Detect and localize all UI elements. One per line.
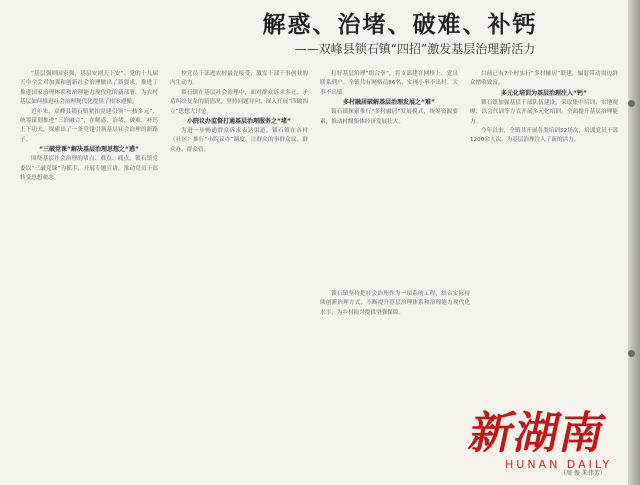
binding-dot-icon	[628, 100, 635, 107]
paragraph: 目前已有7个村实行“多村融居”联建，辐射带动周边群众增收致富。	[470, 71, 618, 87]
section-heading: 多元化培训为基层治理注入“钙”	[501, 89, 587, 97]
section-heading: “三破党课”解决基层治理思想之“惑”	[39, 146, 139, 154]
paragraph: 今年以来，全镇共开展各类培训32场次，培训党员干部1200余人次，为基层治理注入了新的活力。	[470, 128, 618, 144]
page-edge	[628, 0, 640, 485]
article-column-5	[320, 290, 470, 480]
subheadline: ——双峰县锁石镇“四招”激发基层治理新活力	[294, 42, 536, 56]
binding-dot-icon	[628, 350, 635, 357]
paragraph: 为进一步畅通群众诉求表达渠道，锁石镇在各村（社区）推行“小院议办”制度，让群众的事群众议、群众办、群众管。	[170, 128, 308, 153]
paragraph: 围绕基层社会治理的堵点、难点、痛点，锁石镇党委以“三破党课”为抓手，开展专题宣讲，推动党员干部转变思想观念。	[20, 156, 158, 182]
section-heading: 小院议办监督打通基层治理服务之“堵”	[187, 118, 291, 126]
paragraph: 锁石镇探索推行“多村融居”发展模式，统筹资源要素，推动村级集体经济发展壮大。	[320, 109, 458, 125]
paragraph: 控党员干部进农村最先接受，激发干部干事创业的内生动力。	[170, 71, 308, 87]
paragraph: 锁石镇在基层社会治理中，面对群众诉求多元、矛盾纠纷复杂的新情况，坚持问题导向，深入开展“四破四立”思想大讨论。	[170, 89, 308, 115]
headline: 解惑、治堵、破难、补钙	[262, 11, 538, 38]
article-column-4	[470, 70, 618, 400]
paragraph: 打好基层治理“组合拳”，将支部建在网格上，党员联系到户。全镇共有网格员86名，实现小事不出村、大事不出镇。	[320, 71, 458, 96]
byline: （周 俊 朱伟芳）	[560, 470, 606, 477]
paragraph: 锁石镇加强基层干部队伍建设，采取集中培训、实地观摩、以会代训等方式开展多元化培训，全面提升基层治理能力。	[470, 99, 618, 125]
watermark-subtitle: HUNAN DAILY	[505, 458, 613, 471]
article-column-3	[320, 70, 458, 285]
paragraph: 近年来，双峰县锁石镇紧扣党建引领“一核多元”，统筹谋划推进“三治融合”，在解惑、治堵、破难、补钙上下功夫，探索出了一条党建引领基层社会治理的新路子。	[20, 108, 158, 143]
article-column-2	[170, 70, 308, 480]
article-column-1	[20, 70, 158, 480]
section-heading: 多村融居破解基层治理发展之“难”	[343, 99, 435, 107]
paragraph: “基层强则国家强，基层安则天下安”。党的十九届五中全会对加强和创新社会治理做出了新要求，推进了推进国家治理体系和治理能力现代化的新部署。为农村基层如何推进社会治理现代化提供了根本遵循。	[20, 71, 158, 106]
watermark-logo: 新湖南	[464, 408, 611, 459]
paragraph: 锁石镇坚持把社会治理作为一项系统工程，结合实际持续创新治理方式，不断提升基层治理体系和治理能力现代化水平，为乡村振兴提供坚强保障。	[320, 291, 470, 316]
